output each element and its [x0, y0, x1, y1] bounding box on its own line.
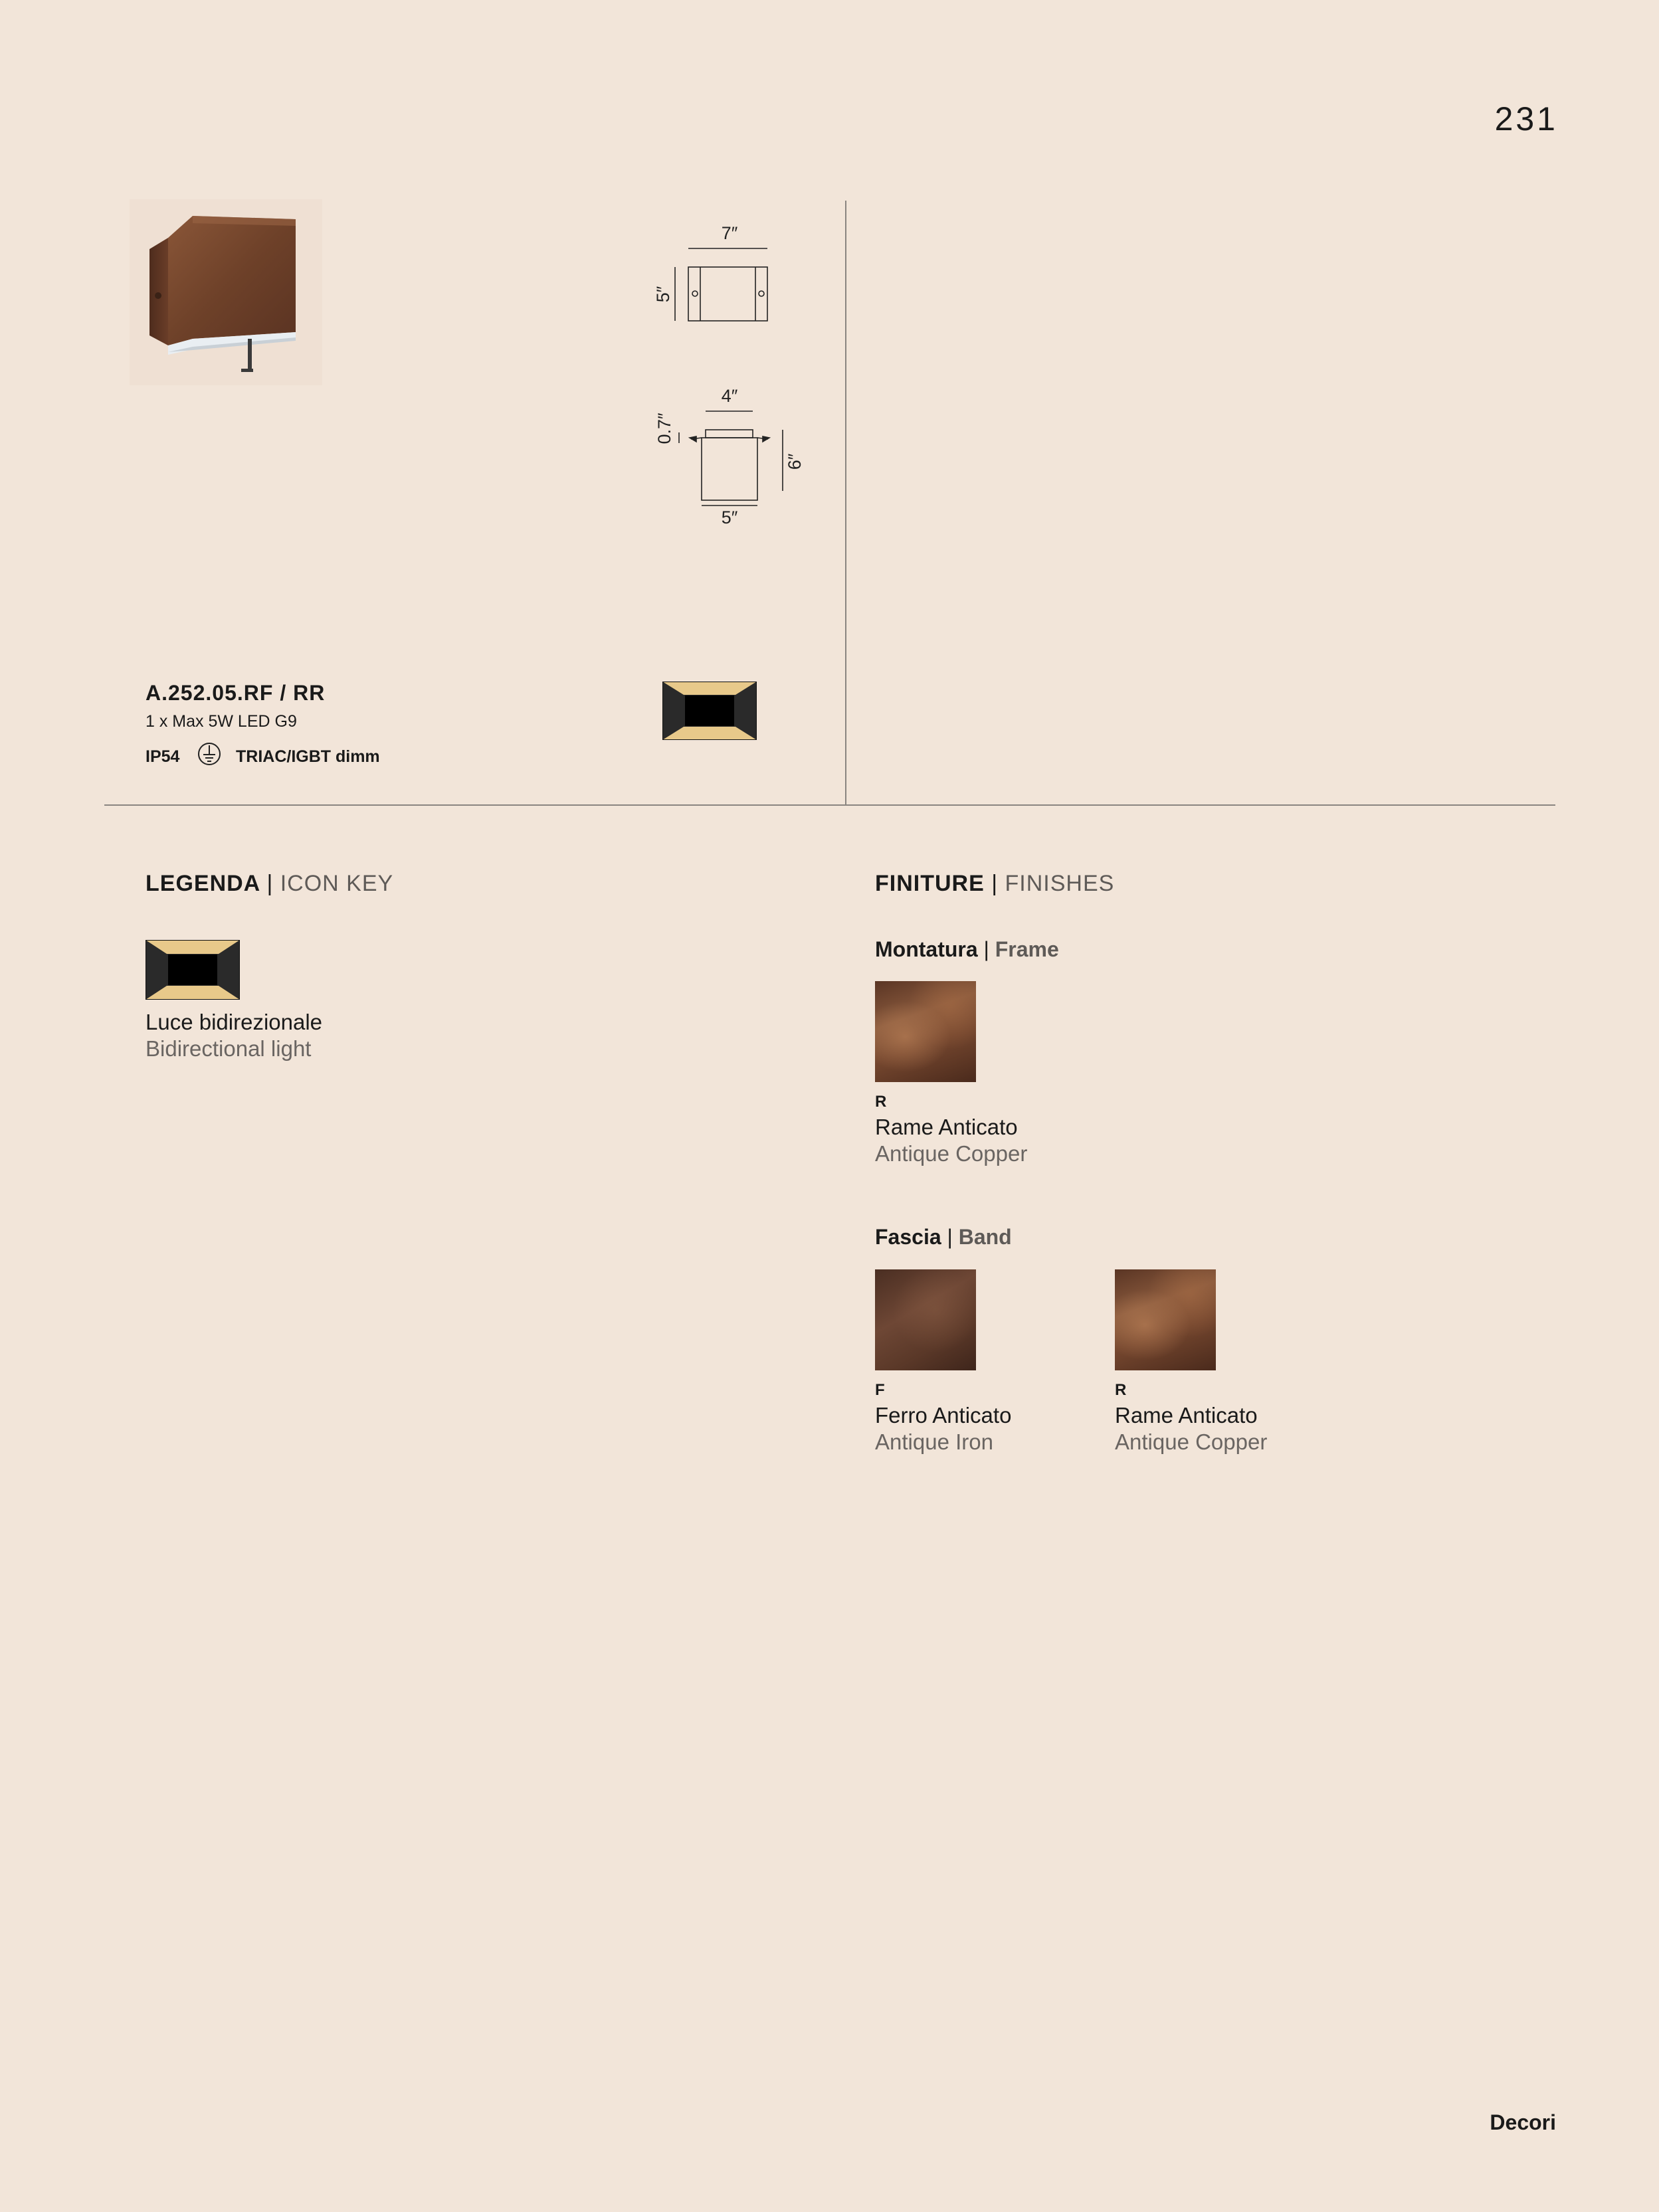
horizontal-divider [104, 804, 1555, 806]
dim-right-label: 6″ [785, 453, 805, 470]
frame-heading-it: Montatura [875, 937, 978, 961]
ip-rating: IP54 [146, 747, 180, 766]
finish-code: F [875, 1381, 885, 1399]
side-view-drawing [644, 382, 817, 528]
finish-name-en: Antique Copper [1115, 1429, 1268, 1454]
heading-separator: | [983, 937, 989, 961]
legend-heading-en: ICON KEY [280, 871, 394, 896]
finish-name-it: Rame Anticato [1115, 1403, 1258, 1428]
product-photo [130, 199, 322, 385]
bidirectional-light-icon [146, 940, 240, 1000]
legend-item-label-en: Bidirectional light [146, 1036, 312, 1061]
section-footer-label: Decori [1490, 2110, 1556, 2134]
heading-separator: | [947, 1225, 953, 1249]
heading-separator: | [266, 871, 274, 896]
legend-heading [146, 871, 393, 897]
ground-icon [197, 741, 222, 767]
dim-left-label: 0.7″ [654, 413, 675, 444]
product-code: A.252.05.RF / RR [146, 681, 326, 705]
heading-separator: | [991, 871, 999, 896]
finishes-heading [875, 871, 1114, 897]
finish-name-en: Antique Iron [875, 1429, 993, 1454]
product-spec: 1 x Max 5W LED G9 [146, 712, 297, 731]
finish-swatch-antique-iron [875, 1269, 976, 1370]
finish-code: R [1115, 1381, 1127, 1399]
legend-item-label-it: Luce bidirezionale [146, 1010, 323, 1034]
band-heading [875, 1225, 1012, 1249]
dimming-type: TRIAC/IGBT dimm [236, 747, 380, 766]
finish-swatch-antique-copper [1115, 1269, 1216, 1370]
finish-code: R [875, 1093, 887, 1111]
finish-swatch-antique-copper [875, 981, 976, 1082]
frame-heading [875, 937, 1059, 962]
bidirectional-light-icon [662, 682, 757, 740]
vertical-divider [845, 201, 846, 805]
band-heading-en: Band [958, 1225, 1012, 1249]
frame-heading-en: Frame [995, 937, 1059, 961]
page-number: 231 [1494, 100, 1558, 138]
legend-heading-it: LEGENDA [146, 871, 260, 896]
band-heading-it: Fascia [875, 1225, 941, 1249]
finishes-heading-en: FINISHES [1005, 871, 1115, 896]
dim-height-label: 5″ [653, 286, 674, 303]
finishes-heading-it: FINITURE [875, 871, 985, 896]
top-view-drawing [644, 219, 791, 332]
dim-top-label: 4″ [721, 386, 738, 406]
finish-name-it: Rame Anticato [875, 1115, 1018, 1139]
finish-name-it: Ferro Anticato [875, 1403, 1012, 1428]
dim-bottom-label: 5″ [721, 507, 738, 527]
finish-name-en: Antique Copper [875, 1141, 1028, 1166]
dim-width-label: 7″ [721, 223, 738, 243]
